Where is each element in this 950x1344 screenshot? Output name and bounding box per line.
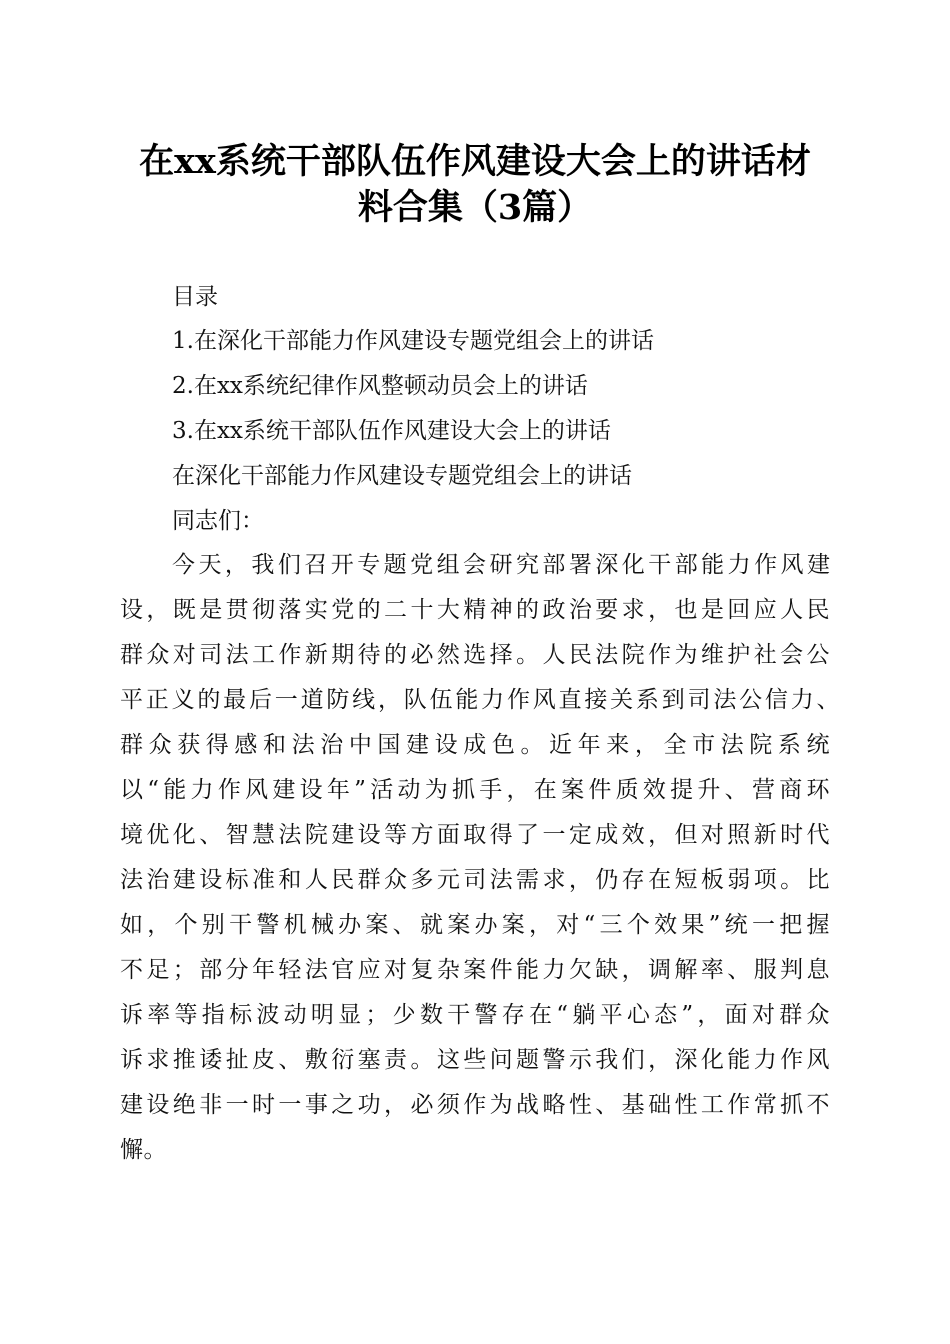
body-line: 今天，我们召开专题党组会研究部署深化干部能力作风建 <box>172 552 830 578</box>
toc-item-1: 1.在深化干部能力作风建设专题党组会上的讲话 <box>172 328 654 354</box>
body-line: 法治建设标准和人民群众多元司法需求，仍存在短板弱项。比 <box>120 867 830 893</box>
body-line: 以“能力作风建设年”活动为抓手，在案件质效提升、营商环 <box>120 777 830 803</box>
toc-item-3: 3.在xx系统干部队伍作风建设大会上的讲话 <box>172 418 611 444</box>
body-line: 懈。 <box>120 1137 167 1163</box>
document-title-line-2: 料合集（3篇） <box>357 187 593 228</box>
body-line: 平正义的最后一道防线，队伍能力作风直接关系到司法公信力、 <box>120 687 840 713</box>
section-title: 在深化干部能力作风建设专题党组会上的讲话 <box>172 463 632 489</box>
body-line: 如，个别干警机械办案、就案办案，对“三个效果”统一把握 <box>120 912 830 938</box>
body-line: 建设绝非一时一事之功，必须作为战略性、基础性工作常抓不 <box>120 1092 830 1118</box>
body-line: 不足；部分年轻法官应对复杂案件能力欠缺，调解率、服判息 <box>120 957 830 983</box>
body-line: 群众对司法工作新期待的必然选择。人民法院作为维护社会公 <box>120 642 830 668</box>
body-line: 诉求推诿扯皮、敷衍塞责。这些问题警示我们，深化能力作风 <box>120 1047 830 1073</box>
document-title-line-1: 在xx系统干部队伍作风建设大会上的讲话材 <box>139 141 811 182</box>
body-line: 境优化、智慧法院建设等方面取得了一定成效，但对照新时代 <box>120 822 830 848</box>
body-line: 群众获得感和法治中国建设成色。近年来，全市法院系统 <box>120 732 830 758</box>
toc-item-2: 2.在xx系统纪律作风整顿动员会上的讲话 <box>172 373 588 399</box>
salutation: 同志们： <box>172 508 264 534</box>
body-line: 诉率等指标波动明显；少数干警存在“躺平心态”，面对群众 <box>120 1002 830 1028</box>
body-line: 设，既是贯彻落实党的二十大精神的政治要求，也是回应人民 <box>120 597 830 623</box>
toc-heading: 目录 <box>172 284 218 310</box>
